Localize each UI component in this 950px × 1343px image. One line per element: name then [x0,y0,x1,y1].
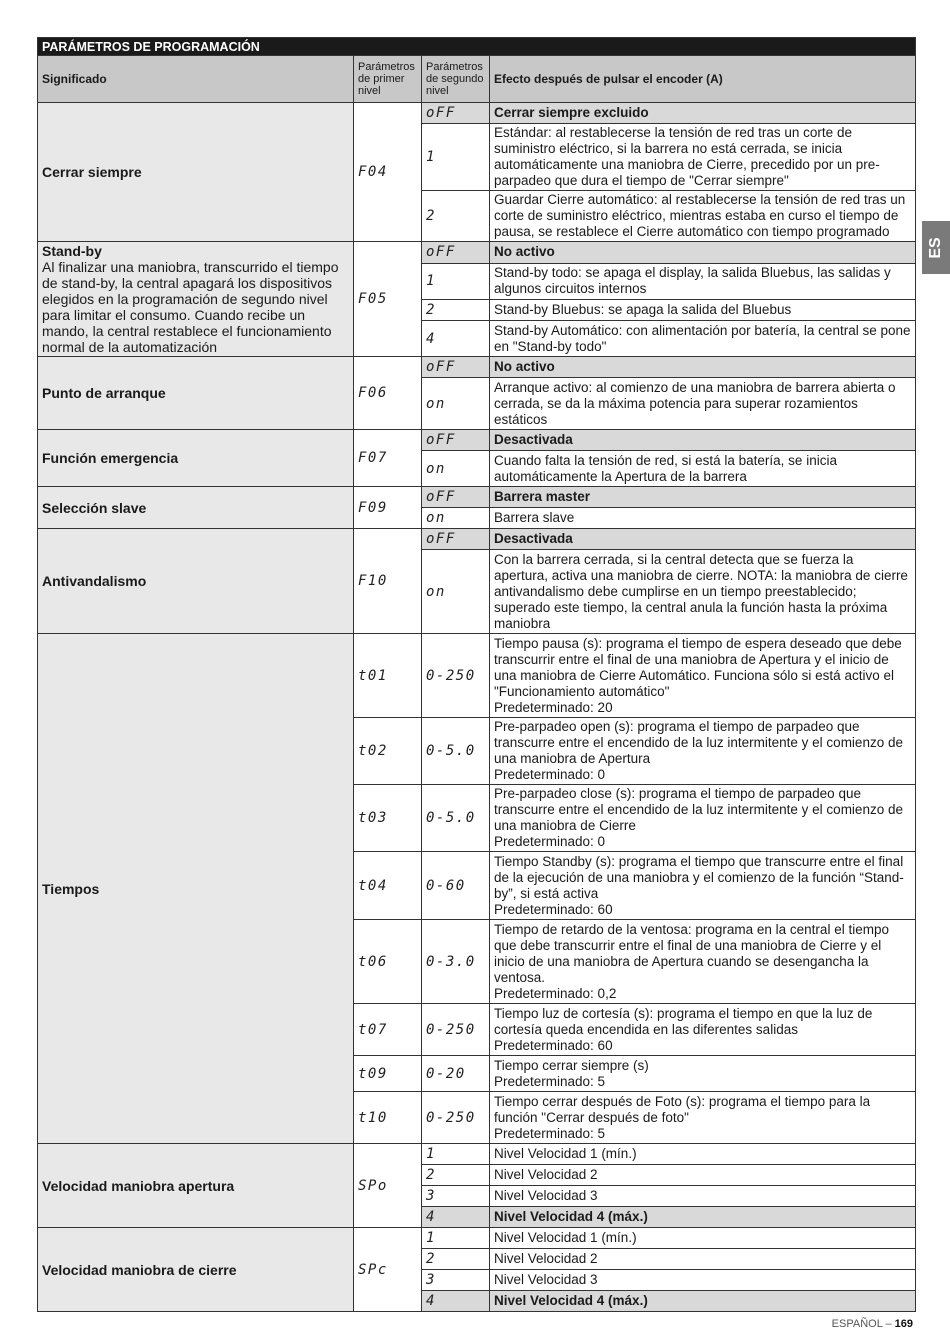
second-level-param-cell [422,718,490,785]
second-level-param-cell [422,242,490,264]
first-level-param-cell [354,103,422,242]
second-level-param-cell [422,1092,490,1144]
effect-text: Tiempo cerrar siempre (s) [494,1057,649,1073]
language-tab [922,221,950,274]
second-level-param: 3 [426,1272,436,1288]
effect-cell [490,785,916,852]
second-level-param-cell [422,508,490,529]
effect-cell [490,357,916,378]
effect-default: Predeterminado: 0,2 [494,985,617,1001]
effect-text: Tiempo pausa (s): programa el tiempo de espera deseado que debe transcurrir entre el final de una maniobra de Apertura y el inicio de una maniobra de Cierre Automático. Funciona sólo si está activo el "Funcionamiento automático" [494,635,902,699]
table-caption-row [38,38,916,56]
second-level-param: oFF [426,359,456,375]
second-level-param: 0-3.0 [426,953,476,970]
second-level-param: 0-250 [426,667,476,684]
header-significado: Significado [38,56,354,103]
header-segundo-nivel: Parámetros de segundo nivel [422,56,490,103]
table-caption: PARÁMETROS DE PROGRAMACIÓN [38,38,916,56]
effect-cell [490,103,916,124]
page-number: 169 [894,1318,913,1330]
significado-cell [38,103,354,242]
second-level-param-cell [422,124,490,191]
effect-text: Nivel Velocidad 3 [494,1272,598,1287]
effect-cell [490,451,916,487]
header-primer-nivel: Parámetros de primer nivel [354,56,422,103]
effect-text: Tiempo Standby (s): programa el tiempo que transcurre entre el final de la ejecución de una maniobra y el comienzo de la función “Stand-by”, si está activa [494,853,904,901]
effect-cell [490,1092,916,1144]
second-level-param-cell [422,1186,490,1207]
language-tab-label: ES [927,236,944,259]
second-level-param: 0-20 [426,1065,466,1082]
significado-title: Función emergencia [42,450,179,466]
significado-cell [38,357,354,430]
second-level-param-cell [422,1291,490,1312]
effect-text: Guardar Cierre automático: al restablecerse la tensión de red tras un corte de suministro eléctrico, mientras estaba en curso el tiempo de pausa, se restablece el Cierre automático con tiempo programado [494,192,906,239]
second-level-param: on [426,460,446,477]
effect-text: Estándar: al restablecerse la tensión de red tras un corte de suministro eléctrico, si la barrera no está cerrada, se inicia automáticamente una maniobra de Cierre, precedido por un pre-parpadeo que dura el tiempo de "Cerrar siempre" [494,125,880,188]
effect-cell [490,718,916,785]
effect-cell [490,852,916,920]
second-level-param: 1 [426,1146,436,1162]
second-level-param: on [426,510,446,526]
second-level-param: 0-250 [426,1109,476,1126]
second-level-param: 4 [426,330,436,347]
first-level-param: t01 [358,667,388,684]
second-level-param-cell [422,263,490,299]
second-level-param: 4 [426,1293,436,1309]
second-level-param-cell [422,299,490,321]
header-efecto: Efecto después de pulsar el encoder (A) [490,56,916,103]
significado-cell [38,1144,354,1228]
effect-cell [490,1207,916,1228]
effect-text: Barrera slave [494,510,575,525]
effect-cell [490,1186,916,1207]
second-level-param: oFF [426,244,456,261]
effect-cell [490,487,916,508]
effect-text: Desactivada [494,432,573,447]
significado-cell [38,1228,354,1312]
significado-title: Velocidad maniobra apertura [42,1177,235,1194]
effect-cell [490,124,916,191]
second-level-param-cell [422,1056,490,1092]
first-level-param-cell [354,1228,422,1312]
footer-language: ESPAÑOL – [831,1318,895,1330]
effect-default: Predeterminado: 20 [494,699,613,715]
effect-cell [490,1270,916,1291]
effect-text: Cuando falta la tensión de red, si está la batería, se inicia automáticamente la Apertura de la barrera [494,452,837,484]
second-level-param: on [426,583,446,600]
table-row [38,103,916,124]
second-level-param: 1 [426,1230,436,1246]
first-level-param-cell [354,1092,422,1144]
effect-default: Predeterminado: 60 [494,901,613,917]
effect-default: Predeterminado: 60 [494,1037,613,1053]
second-level-param: 2 [426,208,436,224]
significado-title: Cerrar siempre [42,164,142,180]
first-level-param: t09 [358,1065,388,1082]
significado-title: Selección slave [42,499,147,516]
effect-text: Pre-parpadeo close (s): programa el tiempo de parpadeo que transcurre entre el encendido de la luz intermitente y el comienzo de una maniobra de Cierre [494,786,903,833]
effect-text: Nivel Velocidad 2 [494,1251,598,1266]
second-level-param-cell [422,1144,490,1165]
significado-cell [38,529,354,634]
effect-cell [490,299,916,321]
second-level-param-cell [422,1165,490,1186]
effect-default: Predeterminado: 0 [494,834,606,849]
effect-default: Predeterminado: 5 [494,1073,606,1089]
first-level-param: t03 [358,810,388,826]
first-level-param: t04 [358,877,388,894]
effect-cell [490,634,916,718]
significado-description: Al finalizar una maniobra, transcurrido el tiempo de stand-by, la central apagará los dispositivos elegidos en la programación de segundo nivel para limitar el consumo. Cuando recibe un mando, la central restablece el funcionamiento normal de la automatización [42,259,339,355]
second-level-param: 0-5.0 [426,743,476,759]
second-level-param: 2 [426,1167,436,1183]
effect-text: Nivel Velocidad 4 (máx.) [494,1209,648,1224]
second-level-param: oFF [426,489,456,505]
second-level-param-cell [422,550,490,634]
effect-text: Tiempo cerrar después de Foto (s): programa el tiempo para la función "Cerrar después de foto" [494,1093,871,1125]
second-level-param-cell [422,785,490,852]
first-level-param-cell [354,852,422,920]
second-level-param-cell [422,1207,490,1228]
first-level-param: t10 [358,1109,388,1126]
significado-title: Tiempos [42,880,100,897]
first-level-param: F09 [358,499,388,516]
effect-text: Nivel Velocidad 1 (mín.) [494,1230,637,1245]
second-level-param: oFF [426,531,456,547]
first-level-param: F05 [358,291,388,307]
first-level-param-cell [354,242,422,357]
second-level-param-cell [422,634,490,718]
effect-cell [490,1249,916,1270]
effect-text: Tiempo luz de cortesía (s): programa el tiempo en que la luz de cortesía queda encendida en las diferentes salidas [494,1005,873,1037]
second-level-param-cell [422,378,490,430]
effect-text: Tiempo de retardo de la ventosa: programa en la central el tiempo que debe transcurrir entre el final de una maniobra de Cierre y el inicio de una maniobra de Apertura cuando se desengancha la ventosa. [494,921,889,985]
effect-cell [490,1165,916,1186]
second-level-param: 3 [426,1188,436,1204]
second-level-param: 2 [426,1251,436,1267]
table-header-row [38,56,916,103]
first-level-param-cell [354,1144,422,1228]
second-level-param: 1 [426,149,436,165]
first-level-param-cell [354,718,422,785]
parameters-table [37,37,916,1312]
second-level-param: oFF [426,432,456,448]
second-level-param-cell [422,1270,490,1291]
first-level-param-cell [354,785,422,852]
first-level-param-cell [354,634,422,718]
first-level-param-cell [354,529,422,634]
second-level-param-cell [422,1228,490,1249]
first-level-param-cell [354,920,422,1004]
effect-cell [490,920,916,1004]
effect-text: Cerrar siempre excluido [494,105,649,120]
effect-text: Nivel Velocidad 4 (máx.) [494,1293,648,1308]
effect-text: Nivel Velocidad 2 [494,1167,598,1182]
effect-text: Nivel Velocidad 1 (mín.) [494,1146,637,1161]
second-level-param: 2 [426,301,436,318]
second-level-param: 0-5.0 [426,810,476,826]
effect-cell [490,529,916,550]
table-row [38,430,916,451]
effect-text: Stand-by todo: se apaga el display, la salida Bluebus, las salidas y algunos circuitos internos [494,265,891,297]
second-level-param-cell [422,852,490,920]
effect-cell [490,1056,916,1092]
effect-cell [490,242,916,264]
second-level-param: 0-60 [426,877,466,894]
page-footer [832,1318,913,1330]
first-level-param: F06 [358,385,388,401]
table-row [38,487,916,508]
second-level-param: 4 [426,1209,436,1225]
second-level-param: 0-250 [426,1021,476,1038]
first-level-param-cell [354,357,422,430]
second-level-param-cell [422,103,490,124]
effect-text: Stand-by Bluebus: se apaga la salida del Bluebus [494,301,792,317]
effect-cell [490,321,916,357]
significado-title: Punto de arranque [42,385,166,401]
table-row [38,1228,916,1249]
effect-text: Con la barrera cerrada, si la central detecta que se fuerza la apertura, activa una maniobra de cierre. NOTA: la maniobra de cierre antivandalismo debe cumplirse en un tiempo preestablecido; superado este tiempo, la central anula la función hasta la próxima maniobra [494,551,908,631]
effect-cell [490,430,916,451]
second-level-param-cell [422,487,490,508]
effect-cell [490,550,916,634]
second-level-param-cell [422,357,490,378]
table-row [38,529,916,550]
first-level-param: F10 [358,573,388,589]
effect-text: Pre-parpadeo open (s): programa el tiempo de parpadeo que transcurre entre el encendido de la luz intermitente y el comienzo de una maniobra de Apertura [494,719,903,766]
effect-cell [490,1004,916,1056]
effect-text: Arranque activo: al comienzo de una maniobra de barrera abierta o cerrada, se da la máxima potencia para superar rozamientos estáticos [494,379,896,427]
table-row [38,1144,916,1165]
second-level-param-cell [422,451,490,487]
effect-text: No activo [494,359,555,374]
significado-cell [38,242,354,357]
effect-cell [490,1144,916,1165]
first-level-param: F04 [358,164,388,180]
first-level-param-cell [354,1056,422,1092]
second-level-param-cell [422,529,490,550]
second-level-param-cell [422,1249,490,1270]
first-level-param-cell [354,1004,422,1056]
effect-text: Barrera master [494,489,591,504]
effect-cell [490,191,916,242]
second-level-param: on [426,395,446,412]
effect-cell [490,263,916,299]
second-level-param: 1 [426,273,436,290]
first-level-param: t02 [358,743,388,759]
significado-title: Velocidad maniobra de cierre [42,1261,237,1278]
first-level-param-cell [354,430,422,487]
effect-default: Predeterminado: 0 [494,767,606,782]
effect-text: No activo [494,244,555,260]
first-level-param: t06 [358,953,388,970]
significado-cell [38,634,354,1144]
first-level-param-cell [354,487,422,529]
effect-default: Predeterminado: 5 [494,1125,606,1141]
second-level-param-cell [422,1004,490,1056]
effect-cell [490,508,916,529]
second-level-param-cell [422,191,490,242]
table-row [38,634,916,718]
significado-title: Stand-by [42,243,102,259]
effect-cell [490,1228,916,1249]
second-level-param-cell [422,430,490,451]
first-level-param: SPc [358,1261,388,1278]
second-level-param: oFF [426,105,456,121]
first-level-param: t07 [358,1021,388,1038]
effect-cell [490,378,916,430]
first-level-param: F07 [358,450,388,466]
second-level-param-cell [422,321,490,357]
table-row [38,242,916,264]
effect-cell [490,1291,916,1312]
effect-text: Nivel Velocidad 3 [494,1188,598,1203]
effect-text: Stand-by Automático: con alimentación por batería, la central se pone en "Stand-by todo" [494,322,911,354]
significado-cell [38,430,354,487]
first-level-param: SPo [358,1177,388,1194]
table-row [38,357,916,378]
significado-cell [38,487,354,529]
significado-title: Antivandalismo [42,573,147,589]
effect-text: Desactivada [494,531,573,546]
second-level-param-cell [422,920,490,1004]
